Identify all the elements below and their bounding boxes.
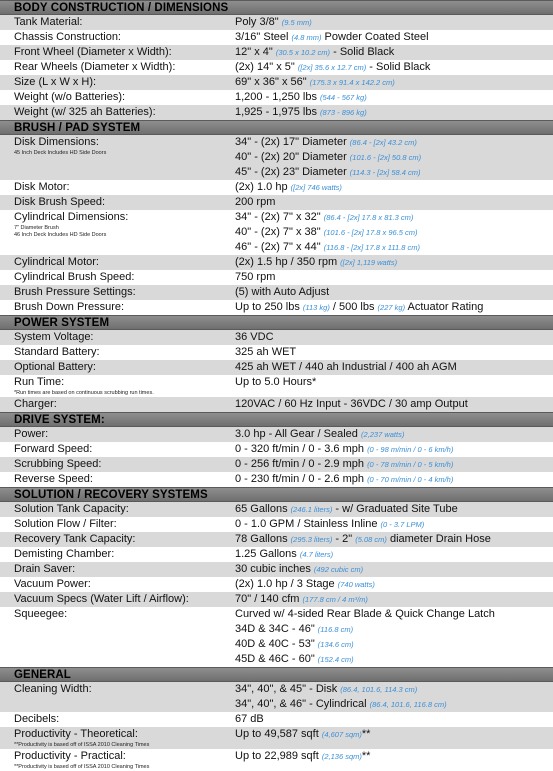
section-header-body-construction-dimensions: BODY CONSTRUCTION / DIMENSIONS <box>0 0 553 15</box>
spec-value-line <box>235 210 549 225</box>
spec-value: (2x) 1.0 hp <box>235 181 291 193</box>
spec-value-line <box>235 622 549 637</box>
spec-value-line <box>235 270 549 285</box>
spec-value: (5) with Auto Adjust <box>235 286 330 298</box>
spec-value-line <box>235 345 549 360</box>
spec-value-cell <box>235 712 553 727</box>
spec-label: Rear Wheels (Diameter x Width): <box>14 61 176 73</box>
spec-value-line <box>235 165 549 180</box>
spec-value: 36 VDC <box>235 331 274 343</box>
spec-value-cell <box>235 180 553 195</box>
spec-label-cell <box>0 532 235 547</box>
spec-value: 40" - (2x) 20" Diameter <box>235 151 350 163</box>
spec-label: Weight (w/ 325 ah Batteries): <box>14 106 156 118</box>
spec-label: Disk Brush Speed: <box>14 196 106 208</box>
spec-footnote: **Productivity is based off of ISSA 2010 Cleaning Times <box>14 742 150 748</box>
spec-label-cell <box>0 562 235 577</box>
spec-value-cell <box>235 592 553 607</box>
spec-row <box>0 300 553 315</box>
spec-label-cell <box>0 592 235 607</box>
spec-value-line <box>235 195 549 210</box>
spec-value-line <box>235 457 549 472</box>
spec-value-cell <box>235 502 553 517</box>
metric-conversion: (2,136 sqm) <box>321 752 362 761</box>
spec-value-cell <box>235 90 553 105</box>
spec-label: Squeegee: <box>14 608 68 620</box>
spec-value-cell <box>235 75 553 90</box>
spec-value-cell <box>235 360 553 375</box>
spec-row <box>0 15 553 30</box>
spec-value-line <box>235 682 549 697</box>
spec-value: Actuator Rating <box>405 301 484 313</box>
spec-label: Scrubbing Speed: <box>14 458 102 470</box>
spec-value: 1.25 Gallons <box>235 548 300 560</box>
spec-value: ** <box>361 728 371 740</box>
metric-conversion: (740 watts) <box>337 580 375 589</box>
spec-label-cell <box>0 607 235 667</box>
spec-row <box>0 397 553 412</box>
spec-label: Drain Saver: <box>14 563 76 575</box>
spec-value: 69" x 36" x 56" <box>235 76 310 88</box>
spec-label: Standard Battery: <box>14 346 100 358</box>
spec-value-cell <box>235 375 553 397</box>
spec-label: Chassis Construction: <box>14 31 121 43</box>
spec-value-line <box>235 532 549 547</box>
spec-value: Up to 5.0 Hours* <box>235 376 317 388</box>
spec-footnote: 46 Inch Deck Includes HD Side Doors <box>14 232 107 238</box>
spec-value: 40D & 40C - 53" <box>235 638 318 650</box>
spec-value-cell <box>235 330 553 345</box>
metric-conversion: (86.4 - [2x] 43.2 cm) <box>349 138 417 147</box>
spec-value-cell <box>235 427 553 442</box>
spec-label: Optional Battery: <box>14 361 96 373</box>
spec-value: - Solid Black <box>330 46 395 58</box>
metric-conversion: (246.1 liters) <box>290 505 333 514</box>
metric-conversion: (873 - 896 kg) <box>320 108 367 117</box>
metric-conversion: ([2x] 1,119 watts) <box>340 258 398 267</box>
spec-value: 325 ah WET <box>235 346 297 358</box>
spec-row <box>0 375 553 397</box>
spec-value-line <box>235 697 549 712</box>
spec-value: 200 rpm <box>235 196 276 208</box>
spec-label-cell <box>0 15 235 30</box>
spec-label-cell <box>0 195 235 210</box>
spec-label: Size (L x W x H): <box>14 76 97 88</box>
spec-label: Recovery Tank Capacity: <box>14 533 136 545</box>
spec-value-cell <box>235 105 553 120</box>
metric-conversion: (101.6 - [2x] 17.8 x 96.5 cm) <box>323 228 418 237</box>
spec-value: (2x) 1.5 hp / 350 rpm <box>235 256 341 268</box>
spec-value: 34", 40", & 46" - Cylindrical <box>235 698 370 710</box>
spec-value: 3.0 hp - All Gear / Sealed <box>235 428 361 440</box>
spec-label: Run Time: <box>14 376 65 388</box>
spec-label-cell <box>0 345 235 360</box>
spec-label-cell <box>0 90 235 105</box>
spec-label-cell <box>0 727 235 749</box>
spec-value-cell <box>235 345 553 360</box>
spec-row <box>0 30 553 45</box>
spec-label-cell <box>0 330 235 345</box>
section-header-drive-system: DRIVE SYSTEM: <box>0 412 553 427</box>
metric-conversion: ([2x] 35.6 x 12.7 cm) <box>297 63 367 72</box>
spec-row <box>0 195 553 210</box>
metric-conversion: (86.4 - [2x] 17.8 x 81.3 cm) <box>323 213 414 222</box>
metric-conversion: (134.6 cm) <box>317 640 354 649</box>
spec-label: Decibels: <box>14 713 60 725</box>
spec-label: Forward Speed: <box>14 443 93 455</box>
spec-value-line <box>235 592 549 607</box>
metric-conversion: (295.3 liters) <box>290 535 333 544</box>
metric-conversion: (86.4, 101.6, 114.3 cm) <box>340 685 418 694</box>
spec-value-line <box>235 577 549 592</box>
metric-conversion: (0 - 3.7 LPM) <box>380 520 425 529</box>
spec-value-cell <box>235 682 553 712</box>
spec-value: 3/16" Steel <box>235 31 292 43</box>
spec-value-line <box>235 562 549 577</box>
spec-value-line <box>235 150 549 165</box>
spec-label-cell <box>0 105 235 120</box>
spec-label-cell <box>0 427 235 442</box>
spec-value-line <box>235 75 549 90</box>
spec-value-line <box>235 517 549 532</box>
spec-value: diameter Drain Hose <box>386 533 491 545</box>
spec-label: Cylindrical Brush Speed: <box>14 271 135 283</box>
spec-row <box>0 345 553 360</box>
metric-conversion: (86.4, 101.6, 116.8 cm) <box>369 700 447 709</box>
spec-row <box>0 712 553 727</box>
spec-row <box>0 330 553 345</box>
spec-value: (2x) 1.0 hp / 3 Stage <box>235 578 338 590</box>
spec-value: Poly 3/8" <box>235 16 282 28</box>
spec-value: 34", 40", & 45" - Disk <box>235 683 341 695</box>
spec-label-cell <box>0 30 235 45</box>
section-header-brush-pad-system: BRUSH / PAD SYSTEM <box>0 120 553 135</box>
spec-label: Vacuum Power: <box>14 578 91 590</box>
metric-conversion: (492 cubic cm) <box>313 565 364 574</box>
spec-label-cell <box>0 682 235 712</box>
spec-value-cell <box>235 442 553 457</box>
spec-value-cell <box>235 577 553 592</box>
spec-label: Productivity - Practical: <box>14 750 126 762</box>
spec-value-cell <box>235 135 553 180</box>
spec-value-cell <box>235 532 553 547</box>
spec-label: Solution Tank Capacity: <box>14 503 129 515</box>
spec-value: 120VAC / 60 Hz Input - 36VDC / 30 amp Output <box>235 398 468 410</box>
spec-label-cell <box>0 75 235 90</box>
spec-value-line <box>235 105 549 120</box>
metric-conversion: ([2x] 746 watts) <box>290 183 342 192</box>
spec-value-line <box>235 547 549 562</box>
spec-value-cell <box>235 472 553 487</box>
spec-value: 67 dB <box>235 713 264 725</box>
spec-label-cell <box>0 60 235 75</box>
spec-value-cell <box>235 30 553 45</box>
spec-value-line <box>235 180 549 195</box>
spec-value-line <box>235 502 549 517</box>
spec-value-cell <box>235 195 553 210</box>
spec-value-cell <box>235 749 553 771</box>
spec-value: Up to 49,587 sqft <box>235 728 322 740</box>
spec-value-cell <box>235 270 553 285</box>
spec-value-cell <box>235 607 553 667</box>
spec-value-line <box>235 255 549 270</box>
spec-row <box>0 682 553 712</box>
spec-value-cell <box>235 457 553 472</box>
spec-value-line <box>235 45 549 60</box>
spec-label-cell <box>0 180 235 195</box>
spec-value-cell <box>235 285 553 300</box>
spec-value: 1,925 - 1,975 lbs <box>235 106 321 118</box>
spec-label: Cylindrical Dimensions: <box>14 211 129 223</box>
spec-label: Cylindrical Motor: <box>14 256 99 268</box>
spec-value: / 500 lbs <box>329 301 378 313</box>
spec-label-cell <box>0 45 235 60</box>
spec-label-cell <box>0 300 235 315</box>
spec-value: 34D & 34C - 46" <box>235 623 318 635</box>
spec-value-cell <box>235 727 553 749</box>
spec-label: Power: <box>14 428 49 440</box>
spec-label-cell <box>0 517 235 532</box>
spec-value-line <box>235 285 549 300</box>
metric-conversion: (113 kg) <box>302 303 330 312</box>
spec-row <box>0 547 553 562</box>
spec-value-line <box>235 330 549 345</box>
spec-value: 12" x 4" <box>235 46 276 58</box>
metric-conversion: (544 - 567 kg) <box>320 93 367 102</box>
spec-label: Productivity - Theoretical: <box>14 728 138 740</box>
spec-value-line <box>235 360 549 375</box>
metric-conversion: (4.7 liters) <box>299 550 334 559</box>
metric-conversion: (116.8 - [2x] 17.8 x 111.8 cm) <box>323 243 421 252</box>
spec-label: Charger: <box>14 398 57 410</box>
metric-conversion: (9.5 mm) <box>281 18 312 27</box>
spec-value-line <box>235 727 549 742</box>
spec-row <box>0 105 553 120</box>
spec-footnote: 45 Inch Deck Includes HD Side Doors <box>14 150 107 156</box>
spec-value: 45D & 46C - 60" <box>235 653 318 665</box>
spec-value-line <box>235 375 549 390</box>
spec-row <box>0 135 553 180</box>
spec-row <box>0 270 553 285</box>
spec-value: 40" - (2x) 7" x 38" <box>235 226 324 238</box>
spec-row <box>0 457 553 472</box>
spec-value: 0 - 1.0 GPM / Stainless Inline <box>235 518 381 530</box>
spec-value: Up to 22,989 sqft <box>235 750 322 762</box>
spec-value: Up to 250 lbs <box>235 301 303 313</box>
spec-value-cell <box>235 255 553 270</box>
spec-label-cell <box>0 712 235 727</box>
spec-value-line <box>235 607 549 622</box>
spec-value: 750 rpm <box>235 271 276 283</box>
spec-value: ** <box>361 750 371 762</box>
spec-value: 0 - 230 ft/min / 0 - 2.6 mph <box>235 473 368 485</box>
spec-value-cell <box>235 517 553 532</box>
spec-label-cell <box>0 255 235 270</box>
spec-value-cell <box>235 397 553 412</box>
spec-row <box>0 90 553 105</box>
spec-label: Demisting Chamber: <box>14 548 115 560</box>
spec-value: 34" - (2x) 17" Diameter <box>235 136 350 148</box>
spec-row <box>0 360 553 375</box>
spec-label-cell <box>0 135 235 180</box>
spec-value-line <box>235 442 549 457</box>
spec-label: Tank Material: <box>14 16 83 28</box>
metric-conversion: (116.8 cm) <box>317 625 354 634</box>
spec-row <box>0 592 553 607</box>
spec-value-line <box>235 90 549 105</box>
section-header-general: GENERAL <box>0 667 553 682</box>
spec-value-cell <box>235 562 553 577</box>
spec-label-cell <box>0 285 235 300</box>
spec-value: 65 Gallons <box>235 503 291 515</box>
spec-label: Brush Down Pressure: <box>14 301 125 313</box>
spec-row <box>0 472 553 487</box>
metric-conversion: (0 - 70 m/min / 0 - 4 km/h) <box>367 475 454 484</box>
spec-label: Reverse Speed: <box>14 473 93 485</box>
spec-label-cell <box>0 502 235 517</box>
section-header-solution-recovery-systems: SOLUTION / RECOVERY SYSTEMS <box>0 487 553 502</box>
spec-value-line <box>235 472 549 487</box>
spec-row <box>0 442 553 457</box>
spec-value: - Solid Black <box>366 61 431 73</box>
spec-value-cell <box>235 45 553 60</box>
spec-value-cell <box>235 300 553 315</box>
spec-label: Cleaning Width: <box>14 683 92 695</box>
spec-value: 30 cubic inches <box>235 563 314 575</box>
spec-label-cell <box>0 360 235 375</box>
spec-footnote: **Productivity is based off of ISSA 2010 Cleaning Times <box>14 764 150 770</box>
spec-label-cell <box>0 375 235 397</box>
metric-conversion: (177.8 cm / 4 m³/m) <box>302 595 368 604</box>
spec-row <box>0 532 553 547</box>
spec-value: 1,200 - 1,250 lbs <box>235 91 321 103</box>
spec-row <box>0 60 553 75</box>
section-header-power-system: POWER SYSTEM <box>0 315 553 330</box>
spec-row <box>0 75 553 90</box>
spec-row <box>0 427 553 442</box>
spec-value: 34" - (2x) 7" x 32" <box>235 211 324 223</box>
spec-row <box>0 562 553 577</box>
spec-value: (2x) 14" x 5" <box>235 61 298 73</box>
spec-value-cell <box>235 15 553 30</box>
metric-conversion: (101.6 - [2x] 50.8 cm) <box>349 153 422 162</box>
spec-footnote: 7" Diameter Brush <box>14 225 59 231</box>
spec-value-line <box>235 397 549 412</box>
spec-row <box>0 727 553 749</box>
spec-value-cell <box>235 547 553 562</box>
spec-value-line <box>235 427 549 442</box>
spec-value-line <box>235 30 549 45</box>
spec-row <box>0 607 553 667</box>
spec-row <box>0 210 553 255</box>
spec-value-line <box>235 300 549 315</box>
spec-value-line <box>235 15 549 30</box>
spec-value-line <box>235 135 549 150</box>
spec-label: Disk Motor: <box>14 181 70 193</box>
metric-conversion: (30.5 x 10.2 cm) <box>275 48 331 57</box>
spec-label: Brush Pressure Settings: <box>14 286 136 298</box>
spec-label-cell <box>0 397 235 412</box>
spec-value: 46" - (2x) 7" x 44" <box>235 241 324 253</box>
spec-value: 0 - 256 ft/min / 0 - 2.9 mph <box>235 458 368 470</box>
spec-label-cell <box>0 270 235 285</box>
spec-row <box>0 45 553 60</box>
metric-conversion: (4.8 mm) <box>291 33 322 42</box>
spec-value-line <box>235 60 549 75</box>
spec-row <box>0 285 553 300</box>
spec-label: Weight (w/o Batteries): <box>14 91 126 103</box>
metric-conversion: (0 - 78 m/min / 0 - 5 km/h) <box>367 460 454 469</box>
spec-label-cell <box>0 749 235 771</box>
spec-footnote: *Run times are based on continuous scrubbing run times. <box>14 390 154 396</box>
metric-conversion: (114.3 - [2x] 58.4 cm) <box>349 168 421 177</box>
spec-value-line <box>235 712 549 727</box>
spec-value: 425 ah WET / 440 ah Industrial / 400 ah AGM <box>235 361 457 373</box>
spec-value-line <box>235 637 549 652</box>
spec-label-cell <box>0 547 235 562</box>
spec-label-cell <box>0 210 235 255</box>
metric-conversion: (227 kg) <box>377 303 406 312</box>
metric-conversion: (5.08 cm) <box>355 535 387 544</box>
metric-conversion: (2,237 watts) <box>360 430 405 439</box>
metric-conversion: (4,607 sqm) <box>321 730 362 739</box>
spec-value: Powder Coated Steel <box>321 31 429 43</box>
spec-label: Front Wheel (Diameter x Width): <box>14 46 172 58</box>
spec-row <box>0 749 553 771</box>
spec-value: - 2" <box>332 533 356 545</box>
spec-value-line <box>235 240 549 255</box>
spec-value-cell <box>235 60 553 75</box>
metric-conversion: (0 - 98 m/min / 0 - 6 km/h) <box>367 445 454 454</box>
spec-value: 0 - 320 ft/min / 0 - 3.6 mph <box>235 443 368 455</box>
spec-value-cell <box>235 210 553 255</box>
spec-row <box>0 180 553 195</box>
spec-row <box>0 517 553 532</box>
spec-value-line <box>235 749 549 764</box>
spec-label: Solution Flow / Filter: <box>14 518 117 530</box>
spec-row <box>0 502 553 517</box>
spec-value-line <box>235 225 549 240</box>
spec-value: Curved w/ 4-sided Rear Blade & Quick Change Latch <box>235 608 495 620</box>
spec-value: 70" / 140 cfm <box>235 593 303 605</box>
spec-row <box>0 577 553 592</box>
metric-conversion: (175.3 x 91.4 x 142.2 cm) <box>309 78 395 87</box>
metric-conversion: (152.4 cm) <box>317 655 354 664</box>
spec-value: 45" - (2x) 23" Diameter <box>235 166 350 178</box>
spec-label: Disk Dimensions: <box>14 136 99 148</box>
spec-value: - w/ Graduated Site Tube <box>332 503 458 515</box>
spec-label: Vacuum Specs (Water Lift / Airflow): <box>14 593 189 605</box>
spec-label-cell <box>0 457 235 472</box>
spec-row <box>0 255 553 270</box>
spec-label: System Voltage: <box>14 331 94 343</box>
spec-label-cell <box>0 442 235 457</box>
spec-label-cell <box>0 577 235 592</box>
spec-label-cell <box>0 472 235 487</box>
spec-value: 78 Gallons <box>235 533 291 545</box>
spec-value-line <box>235 652 549 667</box>
